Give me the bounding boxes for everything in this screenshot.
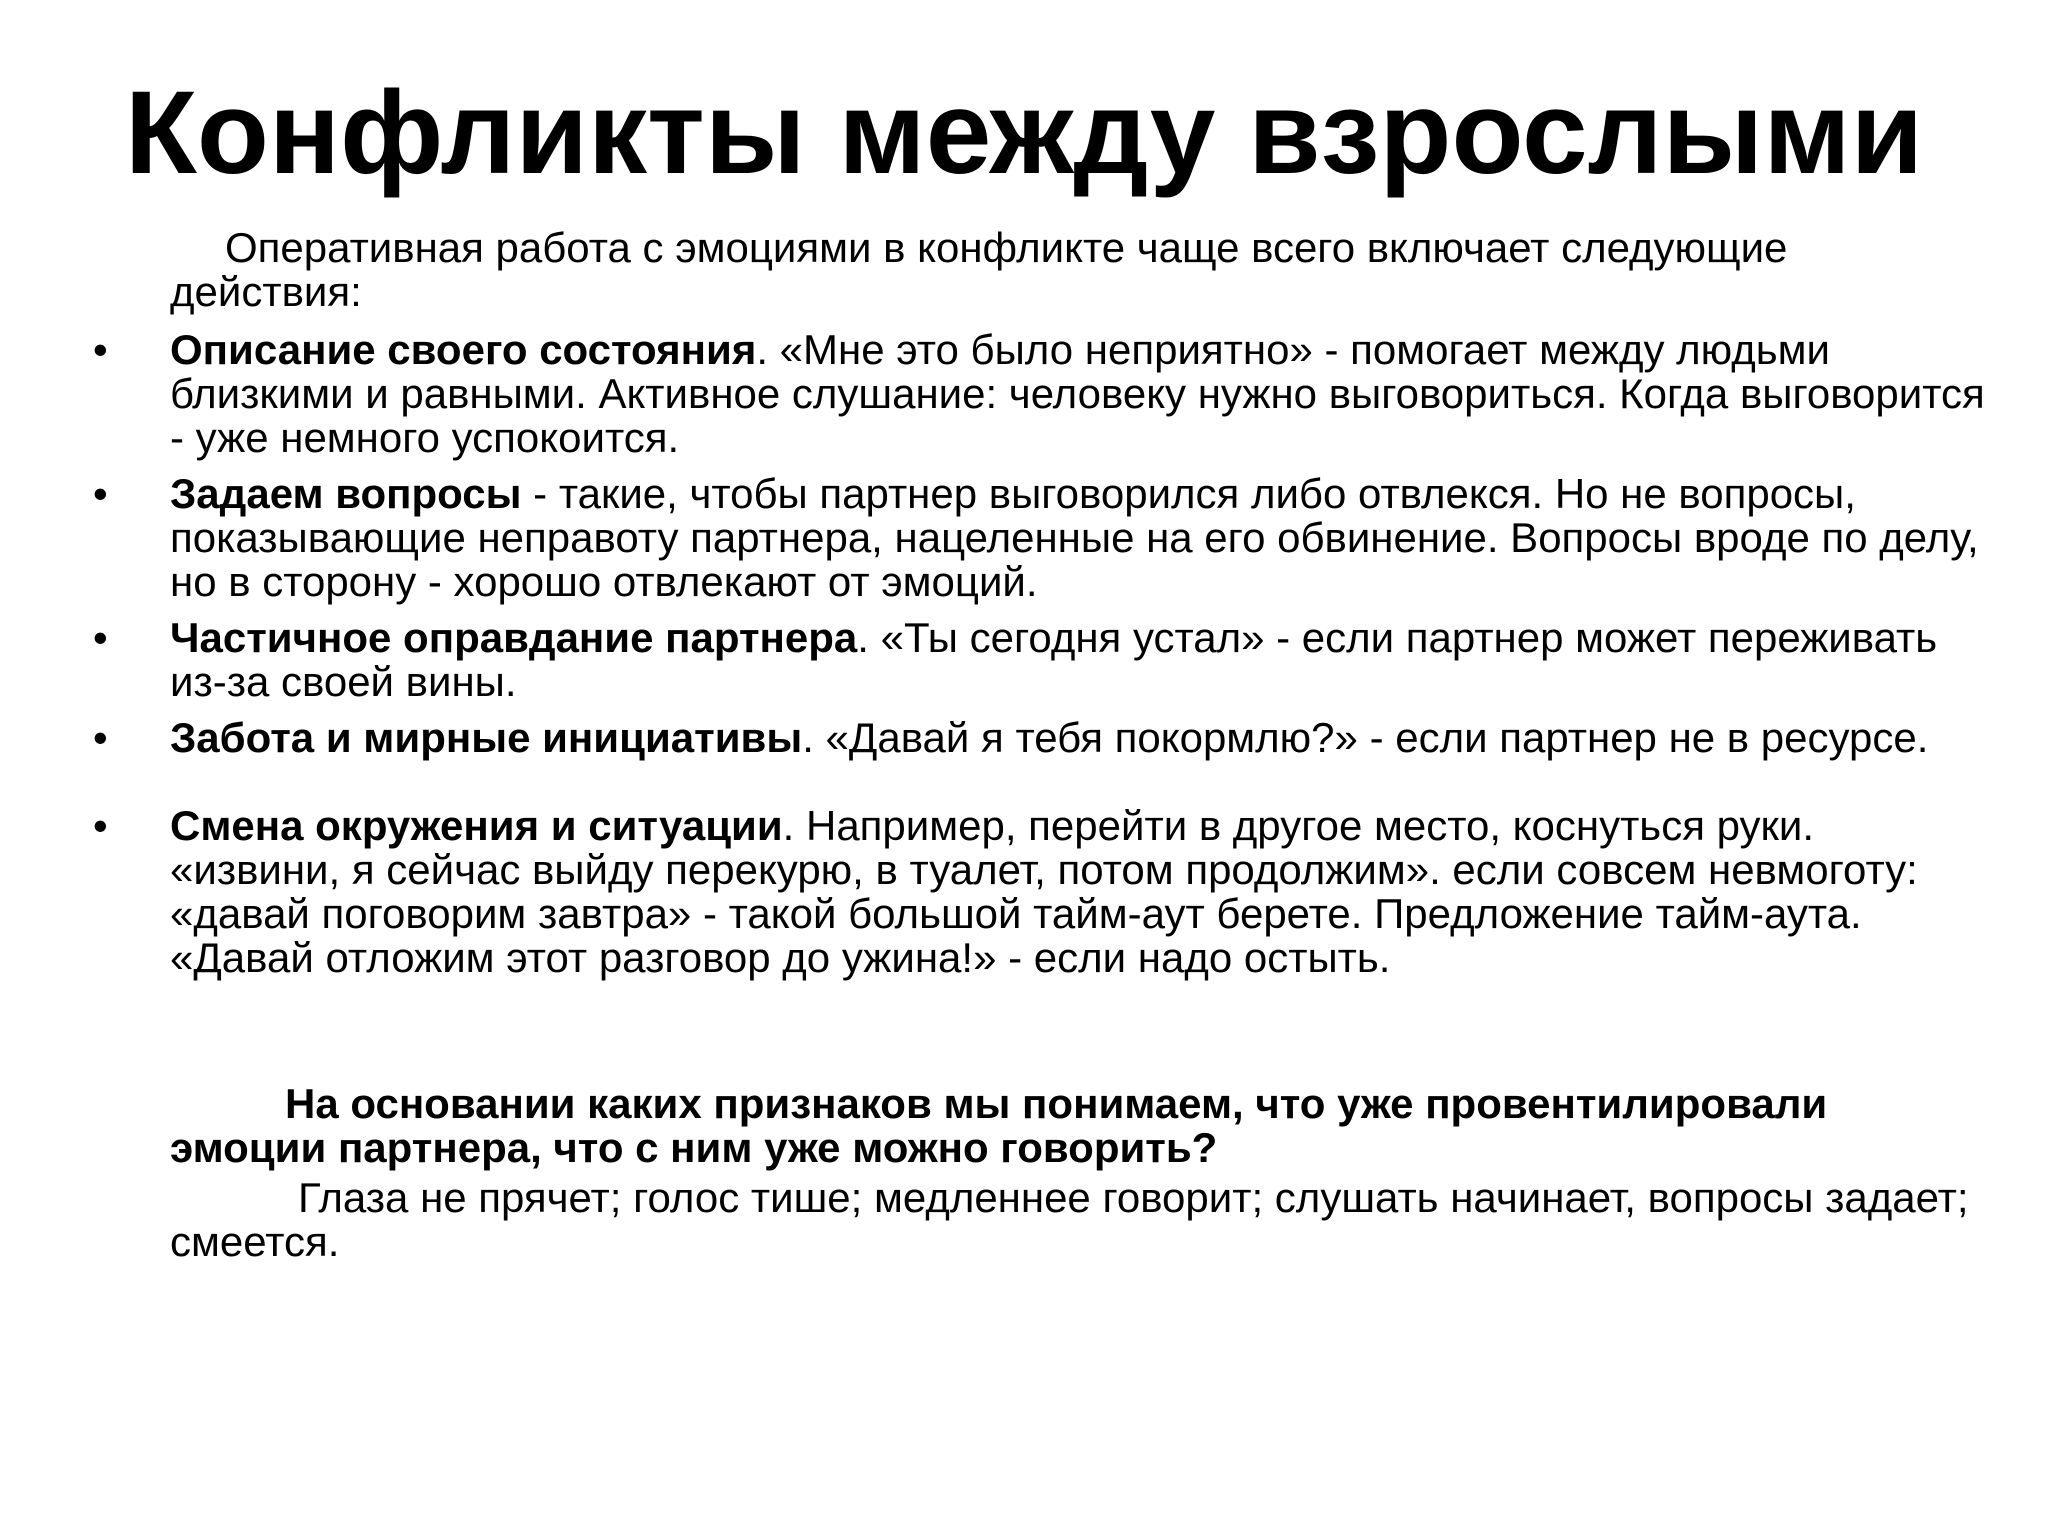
slide-body: [93, 224, 1990, 1265]
list-item: [93, 614, 1990, 705]
item-text: . Например, перейти в другое место, коснуться руки. «извини, я сейчас выйду перекурю, в туалет, потом продолжим». если совсем невмоготу: «давай поговорим завтра» - такой большой тайм-аут берете. Предложение тайм-аута. «Давай отложим этот разговор до ужина!» - если надо остыть.: [170, 802, 1918, 981]
item-text: . «Мне это было неприятно» - помогает между людьми близкими и равными. Активное слушание: человеку нужно выговориться. Когда выговорится - уже немного успокоится.: [170, 326, 1985, 461]
bullet-icon: •: [93, 614, 108, 661]
question-paragraph: На основании каких признаков мы понимаем, что уже провентилировали эмоции партнера, что с ним уже можно говорить?: [170, 1080, 1828, 1171]
bullet-icon: •: [93, 802, 108, 849]
actions-list: [93, 326, 1990, 981]
answer-paragraph: Глаза не прячет; голос тише; медленнее говорит; слушать начинает, вопросы задает; смеется.: [170, 1174, 1969, 1265]
item-text: - такие, чтобы партнер выговорился либо отвлекся. Но не вопросы, показывающие неправоту партнера, нацеленные на его обвинение. Вопросы вроде по делу, но в сторону - хорошо отвлекают от эмоций.: [170, 470, 1979, 605]
item-text: . «Давай я тебя покормлю?» - если партнер не в ресурсе.: [802, 714, 1929, 761]
bullet-icon: •: [93, 326, 108, 373]
slide-title: Конфликты между взрослыми: [124, 67, 1924, 199]
intro-paragraph: Оперативная работа с эмоциями в конфликте чаще всего включает следующие действия:: [170, 224, 1788, 315]
item-term: Описание своего состояния: [170, 326, 757, 373]
item-term: Задаем вопросы: [170, 470, 522, 517]
bullet-icon: •: [93, 470, 108, 517]
list-item: [93, 470, 1990, 605]
list-item: [93, 714, 1990, 761]
list-item: [93, 326, 1990, 461]
item-text: . «Ты сегодня устал» - если партнер может переживать из-за своей вины.: [170, 614, 1938, 705]
item-term: Частичное оправдание партнера: [170, 614, 858, 661]
item-term: Смена окружения и ситуации: [170, 802, 783, 849]
item-term: Забота и мирные инициативы: [170, 714, 803, 761]
bullet-icon: •: [93, 714, 108, 761]
list-item: [93, 802, 1990, 981]
